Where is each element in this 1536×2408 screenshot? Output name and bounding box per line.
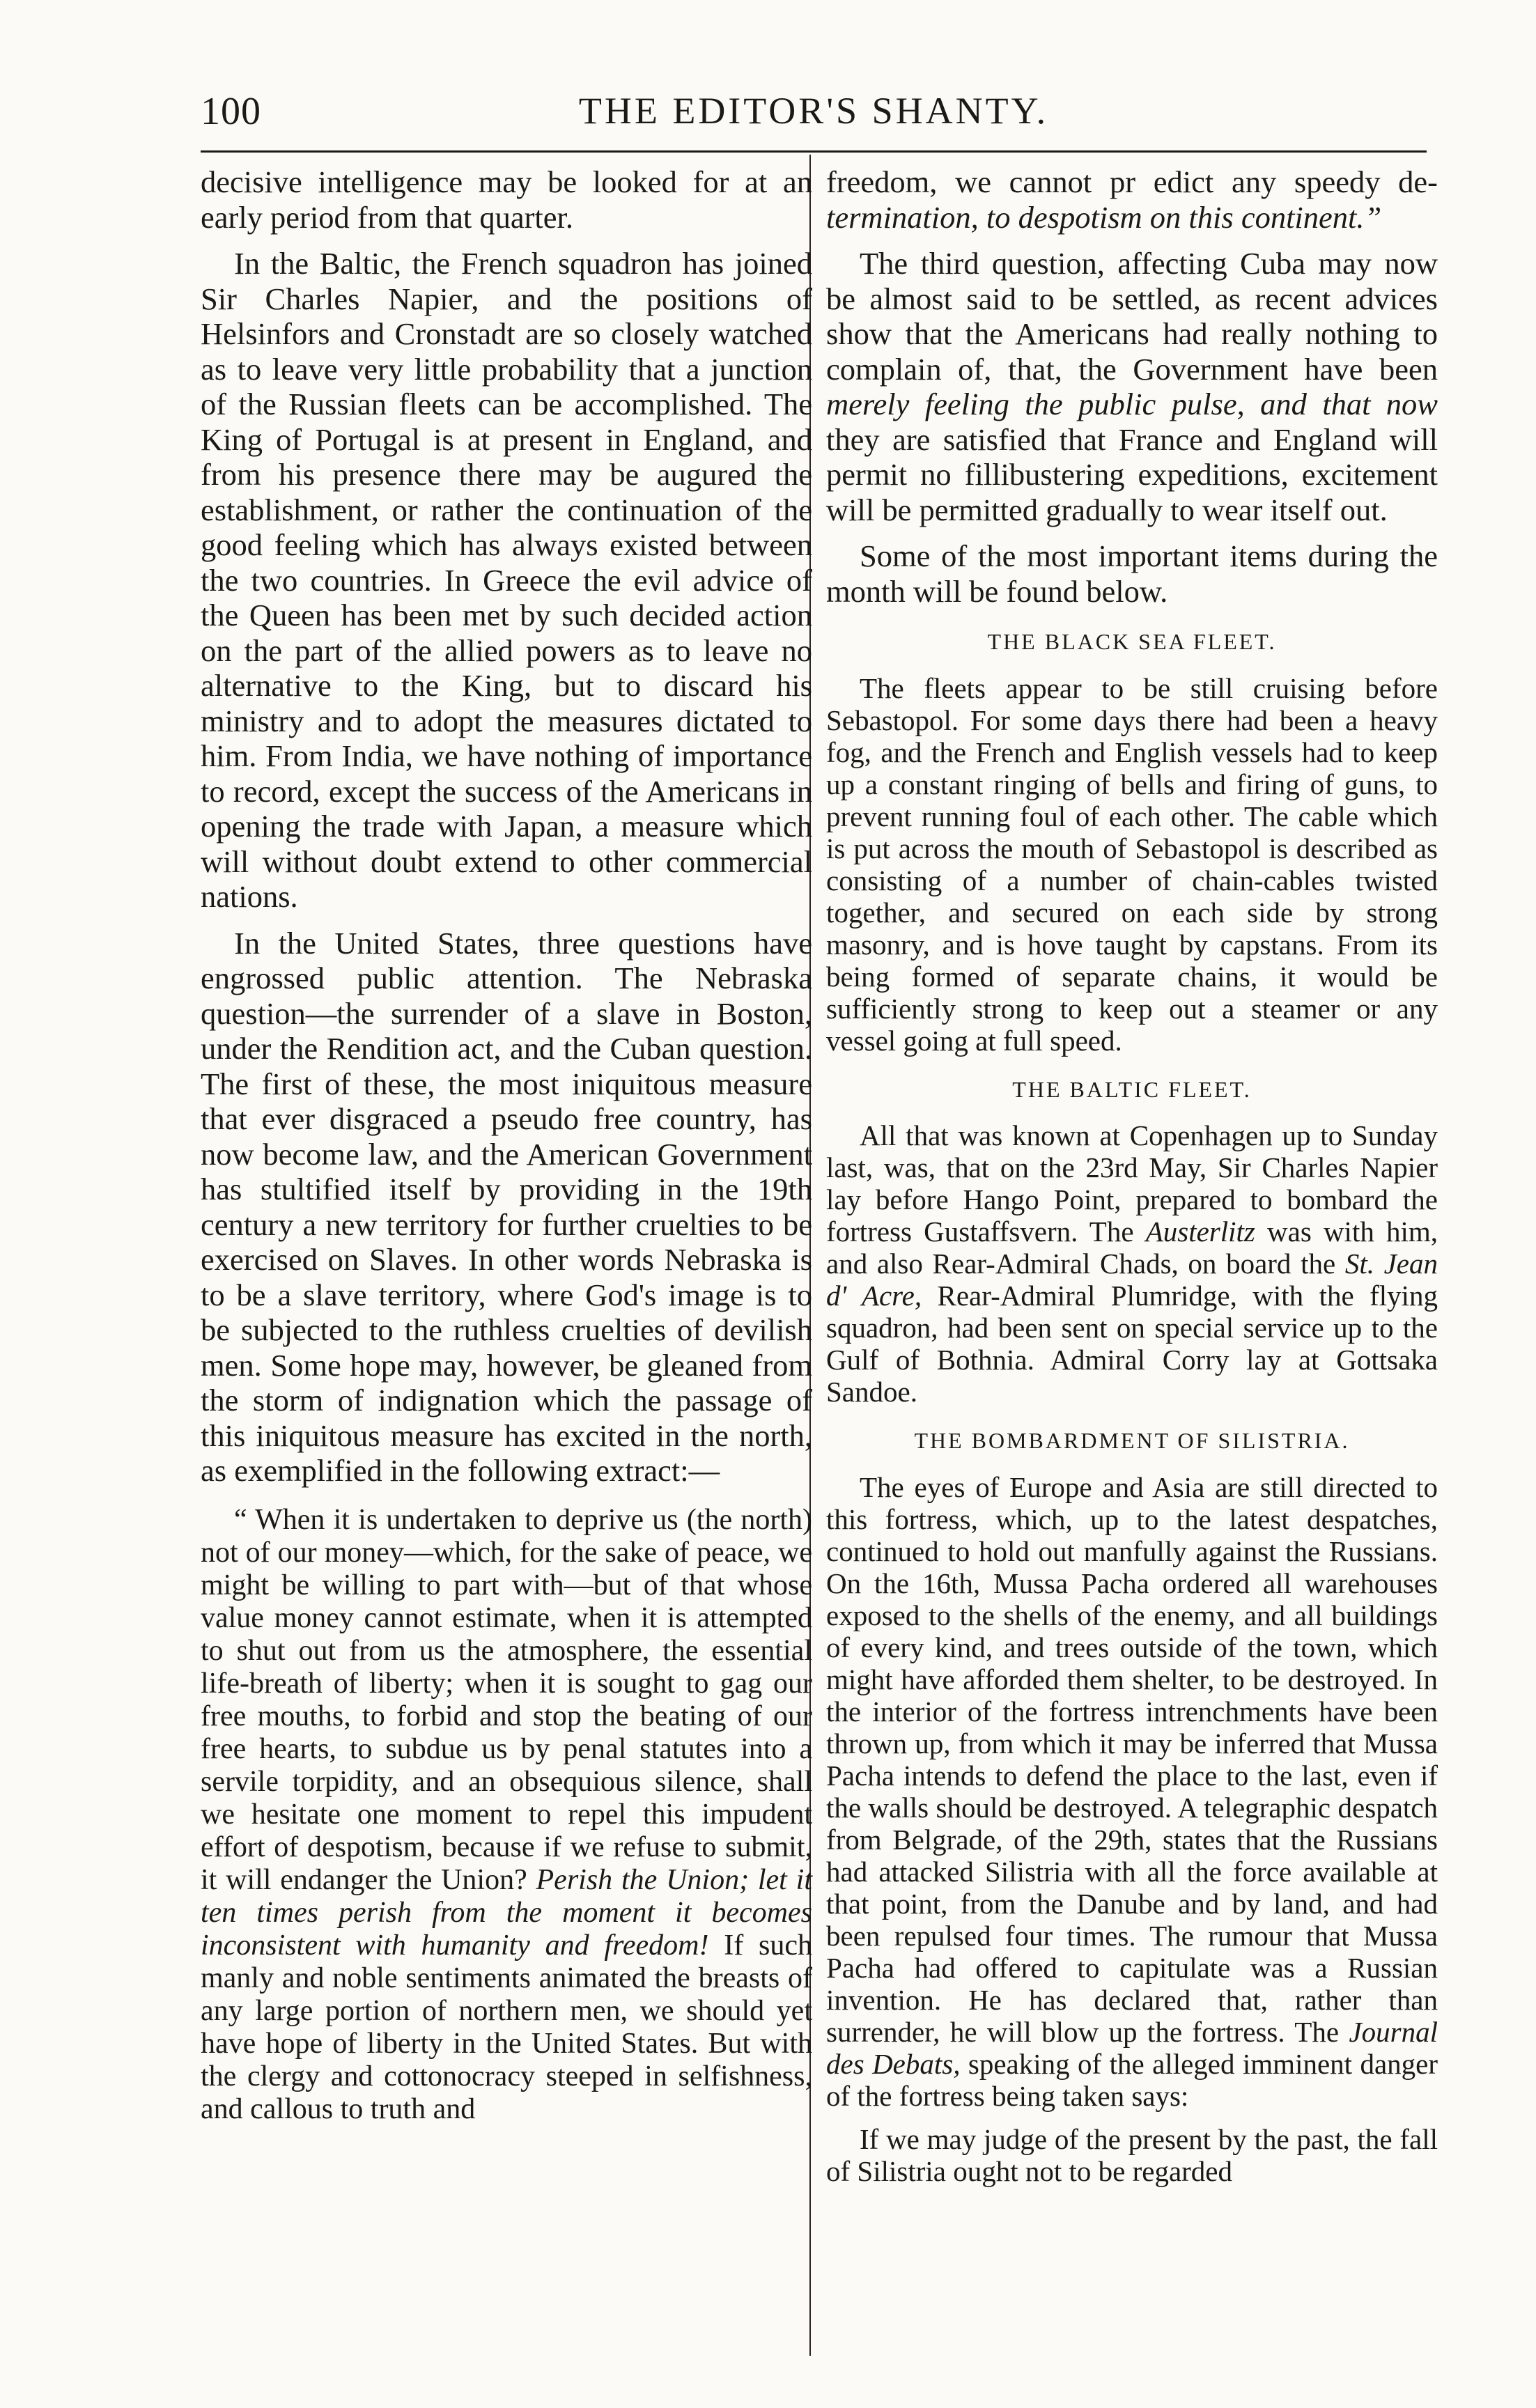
silistria-text: speaking of the alleged imminent danger of the fortress being taken says: bbox=[826, 2047, 1438, 2112]
quote-text: If such manly and noble sentiments animated the breasts of any large portion of northern men, we should yet have hope of liberty in the United States. But with the clergy and cottonocracy steeped in selfishness, and callous to truth and bbox=[201, 1929, 813, 2125]
baltic-fleet-text: All that was known at Copenhagen up to Sunday last, was, that on the 23rd May, Sir Charles Napier lay before Hango Point, prepared to bombard the fortress Gustaffsvern. The bbox=[826, 1119, 1438, 1248]
quote-text: “ When it is undertaken to deprive us (the north) not of our money—which, for the sake of peace, we might be willing to part with—but of that whose value money cannot estimate, when it is attempted to shut out from us the atmosphere, the essential life-breath of liberty; when it is sought to gag our free mouths, to forbid and stop the beating of our free hearts, to subdue us by penal statutes into a servile torpidity, and an obsequious silence, shall we hesitate one moment to repel this impudent effort of despotism, because if we refuse to submit, it will endanger the Union? bbox=[201, 1503, 812, 1896]
ship-name: St. Jean d' Acre, bbox=[826, 1248, 1438, 1312]
paragraph bbox=[201, 246, 812, 915]
paragraph bbox=[826, 164, 1438, 235]
journal-name: Journal des Debats, bbox=[826, 2015, 1438, 2080]
paragraph bbox=[826, 246, 1438, 527]
header-rule bbox=[201, 150, 1427, 153]
paragraph: In the United States, three questions have engrossed public attention. The Nebraska question—the surrender of a slave in Boston, under the Rendition act, and the Cuban question. The first of these, the most iniquitous measure that ever disgraced a pseudo free country, has now become law, and the American Government has stultified itself by providing in the 19th century a new territory for further cruelties to be exercised on Slaves. In other words Nebraska is to be a slave territory, where God's image is to be subjected to the ruthless cruelties of devilish men. Some hope may, however, be gleaned from the storm of indignation which the passage of this iniquitous measure has excited in the north, as exemplified in the following extract:— bbox=[201, 925, 812, 1488]
paragraph: The fleets appear to be still cruising before Sebastopol. For some days there had been a heavy fog, and the French and English vessels had to keep up a constant ringing of bells and firing of guns, to prevent running foul of each other. The cable which is put across the mouth of Sebastopol is described as consisting of a number of chain-cables twisted together, and secured on each side by strong masonry, and is hove taught by capstans. From its being formed of separate chains, it would be sufficiently strong to keep out a steamer or any vessel going at full speed. bbox=[826, 671, 1438, 1057]
paragraph: If we may judge of the present by the past, the fall of Silistria ought not to be regarded bbox=[826, 2122, 1438, 2187]
baltic-text: In the Baltic, the French squadron has joined Sir Charles Napier, and the positions of Helsinfors and Cronstadt are so closely watched as to leave very little probability that a junction of the Russian fleets can be accomplished. bbox=[201, 246, 812, 421]
page-number: 100 bbox=[201, 90, 261, 133]
silistria-text: The eyes of Europe and Asia are still directed to this fortress, which, up to the latest despatches, continued to hold out manfully against the Russians. On the 16th, Mussa Pacha ordered all warehouses exposed to the shells of the enemy, and all buildings of every kind, and trees outside of the town, which might have afforded them shelter, to be destroyed. In the interior of the fortress intrenchments have been thrown up, from which it may be inferred that Mussa Pacha intends to defend the place to the last, even if the walls should be destroyed. A telegraphic despatch from Belgrade, of the 29th, states that the Russians had attacked Silistria with all the force available at that point, from the Danube and by land, and had been repulsed four times. The rumour that Mussa Pacha had offered to capitulate was a Russian invention. He has declared that, rather than surrender, he will blow up the fortress. The bbox=[826, 1470, 1438, 2048]
quote-italic: Perish the Union; let it ten times perish from the moment it becomes inconsistent with humanity and freedom! bbox=[201, 1863, 812, 1962]
quote-italic: termination, to despotism on this continent.” bbox=[826, 199, 1382, 235]
section-heading: THE BALTIC FLEET. bbox=[1012, 1076, 1252, 1102]
right-column bbox=[826, 164, 1438, 2198]
left-column bbox=[201, 164, 812, 2137]
ship-name: Austerlitz bbox=[1145, 1215, 1255, 1248]
cuba-text: The third question, affecting Cuba may now be almost said to be settled, as recent advices show that the Americans had really nothing to complain of, that, the Government have been bbox=[826, 246, 1438, 387]
paragraph bbox=[826, 1119, 1438, 1408]
section-heading: THE BOMBARDMENT OF SILISTRIA. bbox=[914, 1428, 1350, 1453]
section-heading: THE BLACK SEA FLEET. bbox=[987, 629, 1277, 654]
baltic-fleet-text: was with him, and also Rear-Admiral Chads, on board the bbox=[826, 1215, 1438, 1280]
italic-text: merely feeling the public pulse, and that now bbox=[826, 387, 1438, 421]
quote-continuation: freedom, we cannot pr edict any speedy de- bbox=[826, 164, 1438, 199]
paragraph: decisive intelligence may be looked for at an early period from that quarter. bbox=[201, 164, 812, 235]
page-header bbox=[201, 89, 1427, 150]
portugal-text: The King of Portugal is at present in England, and from his presence there may be augured the establishment, or rather the continuation of the good feeling which has always existed between the two countries. In Greece the evil advice of the Queen has been met by such decided action on the part of the allied powers as to leave no alternative to the King, but to discard his ministry and to adopt the measures dictated to him. From India, we have nothing of importance to record, except the success of the Americans in opening the trade with Japan, a measure which will without doubt extend to other commercial nations. bbox=[201, 387, 812, 914]
quoted-extract bbox=[201, 1504, 812, 2126]
paragraph: Some of the most important items during the month will be found below. bbox=[826, 538, 1438, 609]
running-title: THE EDITOR'S SHANTY. bbox=[578, 90, 1049, 132]
paragraph bbox=[826, 1471, 1438, 2112]
baltic-fleet-text: Rear-Admiral Plumridge, with the flying squadron, had been sent on special service up to the Gulf of Bothnia. Admiral Corry lay at Gottsaka Sandoe. bbox=[826, 1280, 1438, 1408]
cuba-text: they are satisfied that France and England will permit no fillibustering expeditions, excitement will be permitted gradually to wear itself out. bbox=[826, 421, 1438, 527]
